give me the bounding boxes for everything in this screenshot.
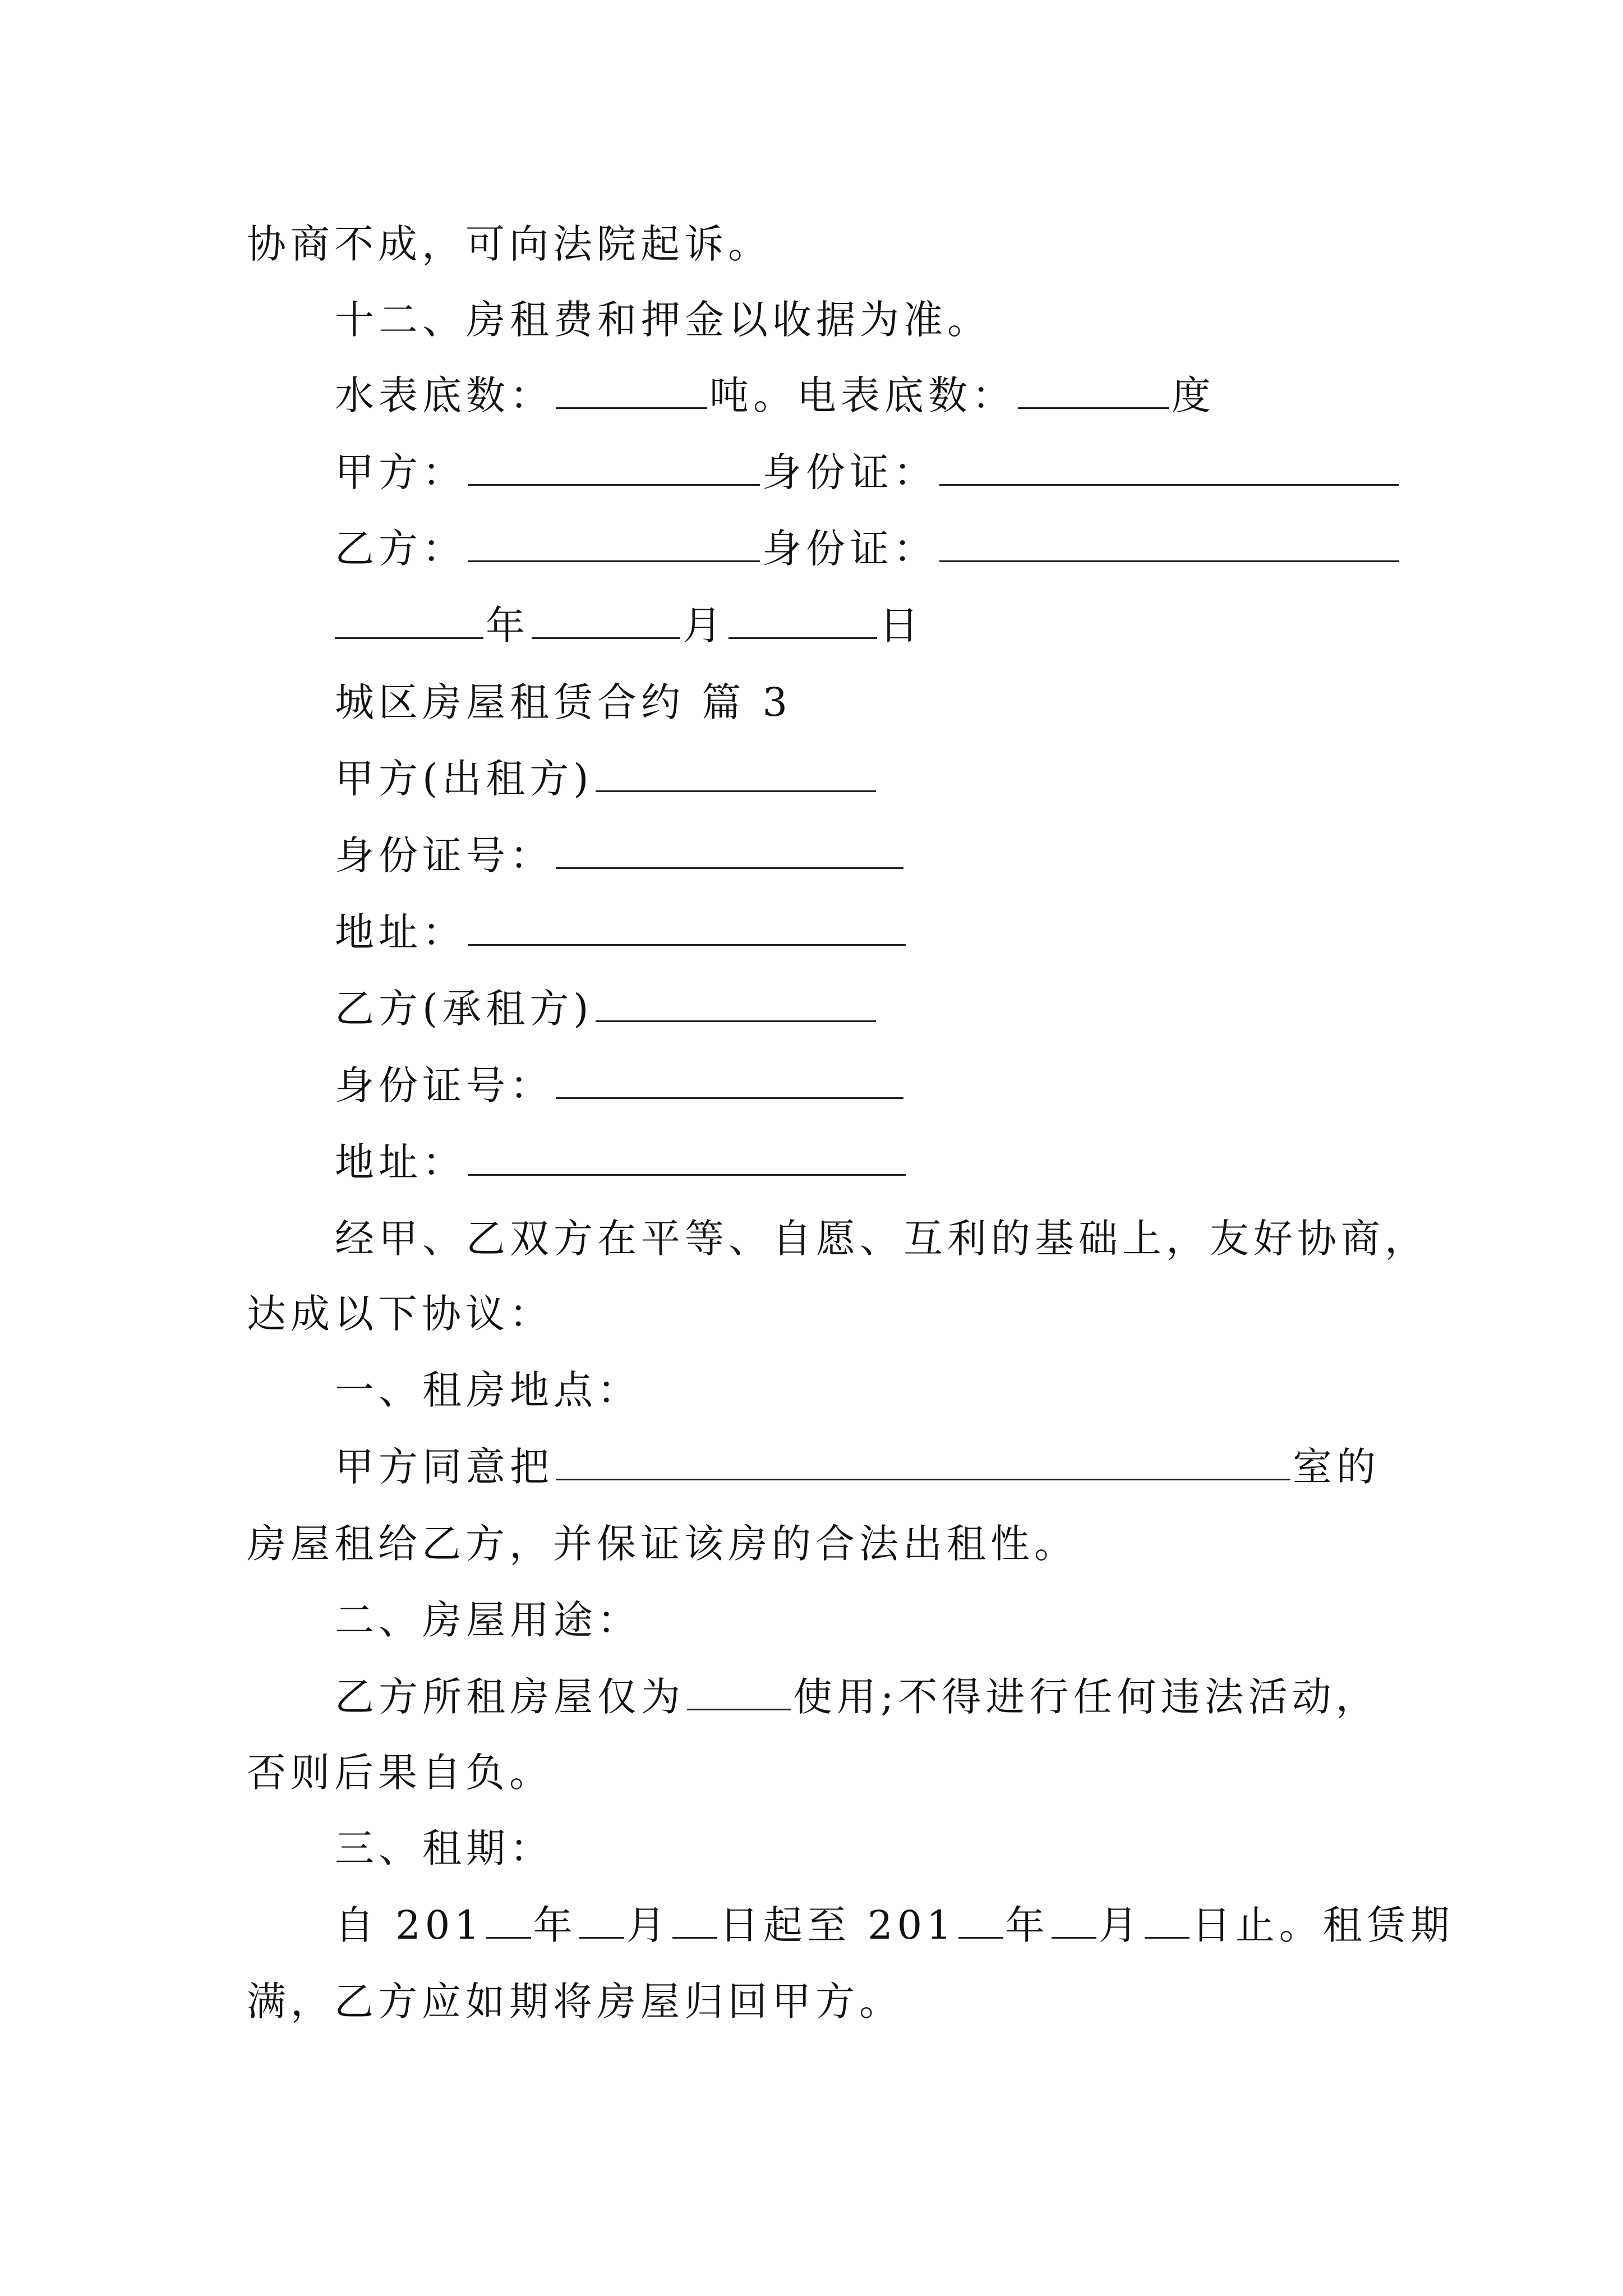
party-a-sign-line xyxy=(335,447,1401,498)
blank-underline xyxy=(556,832,903,869)
section-title xyxy=(335,677,792,728)
blank-underline xyxy=(486,1902,531,1939)
date-line xyxy=(335,600,923,651)
text: 年 xyxy=(1005,1902,1049,1948)
text: 日止。租赁期 xyxy=(1191,1902,1454,1948)
text: 甲方同意把 xyxy=(335,1444,554,1490)
blank-underline xyxy=(596,756,876,792)
text: 乙方所租房屋仅为 xyxy=(335,1674,685,1720)
lease-term-line xyxy=(335,1900,1454,1950)
blank-underline xyxy=(939,526,1399,562)
text: 身份证号： xyxy=(335,832,554,878)
meter-readings-line xyxy=(335,370,1215,421)
text: 日起至 201 xyxy=(719,1902,956,1948)
text: 一、租房地点： xyxy=(335,1367,641,1413)
text: 地址： xyxy=(335,909,466,955)
text: 甲方： xyxy=(335,449,466,495)
text: 吨。电表底数： xyxy=(709,372,1016,418)
clause-2-title xyxy=(335,1595,641,1645)
clause-1-text xyxy=(335,1442,1380,1492)
text: 协商不成，可向法院起诉。 xyxy=(247,221,772,267)
blank-underline xyxy=(1018,372,1169,409)
lessee-address-line xyxy=(335,1137,908,1188)
blank-underline xyxy=(1052,1902,1096,1939)
blank-underline xyxy=(596,986,876,1022)
lessor-id-line xyxy=(335,830,906,881)
clause-1-title xyxy=(335,1365,641,1415)
text: 乙方(承租方) xyxy=(335,986,593,1032)
text: 月 xyxy=(626,1902,670,1948)
text: 二、房屋用途： xyxy=(335,1597,641,1643)
lessee-id-line xyxy=(335,1060,906,1111)
text: 经甲、乙双方在平等、自愿、互利的基础上，友好协商， xyxy=(335,1216,1428,1262)
lessee-line xyxy=(335,983,878,1034)
text: 十二、房租费和押金以收据为准。 xyxy=(335,297,991,343)
text: 自 201 xyxy=(335,1902,484,1948)
text: 室的 xyxy=(1293,1444,1380,1490)
para-line-1 xyxy=(247,219,772,269)
text: 满，乙方应如期将房屋归回甲方。 xyxy=(247,1978,903,2024)
blank-underline xyxy=(958,1902,1003,1939)
clause-2-text xyxy=(335,1672,1380,1722)
text: 三、租期： xyxy=(335,1825,554,1871)
para-line-24 xyxy=(247,1976,903,2027)
blank-underline xyxy=(532,602,680,639)
party-b-sign-line xyxy=(335,523,1401,574)
text: 房屋租给乙方，并保证该房的合法出租性。 xyxy=(247,1521,1078,1567)
para-line-18 xyxy=(247,1519,1078,1569)
text: 身份证号： xyxy=(335,1062,554,1108)
lessor-line xyxy=(335,753,878,804)
blank-underline xyxy=(939,449,1399,486)
para-line-21 xyxy=(247,1747,553,1798)
blank-underline xyxy=(468,526,760,562)
text: 日 xyxy=(879,602,923,648)
text: 年 xyxy=(533,1902,577,1948)
para-line-2 xyxy=(335,295,991,345)
para-line-15 xyxy=(247,1289,553,1339)
text: 城区房屋租赁合约 篇 3 xyxy=(335,679,792,725)
text: 使用;不得进行任何违法活动， xyxy=(793,1674,1380,1720)
blank-underline xyxy=(687,1674,791,1710)
text: 度 xyxy=(1172,372,1215,418)
text: 达成以下协议： xyxy=(247,1291,553,1337)
blank-underline xyxy=(468,1139,906,1176)
blank-underline xyxy=(1145,1902,1189,1939)
text: 水表底数： xyxy=(335,372,554,418)
text: 否则后果自负。 xyxy=(247,1750,553,1796)
blank-underline xyxy=(556,1444,1290,1480)
blank-underline xyxy=(579,1902,624,1939)
blank-underline xyxy=(556,372,707,409)
para-line-14 xyxy=(335,1213,1428,1264)
text: 月 xyxy=(1098,1902,1142,1948)
text: 身份证： xyxy=(762,526,937,572)
blank-underline xyxy=(468,909,906,946)
text: 身份证： xyxy=(762,449,937,495)
blank-underline xyxy=(468,449,760,486)
lessor-address-line xyxy=(335,907,908,958)
text: 月 xyxy=(683,602,726,648)
blank-underline xyxy=(335,602,483,639)
text: 年 xyxy=(486,602,529,648)
text: 乙方： xyxy=(335,526,466,572)
blank-underline xyxy=(672,1902,717,1939)
blank-underline xyxy=(556,1062,903,1099)
blank-underline xyxy=(728,602,877,639)
text: 地址： xyxy=(335,1139,466,1185)
text: 甲方(出租方) xyxy=(335,756,593,802)
clause-3-title xyxy=(335,1823,554,1874)
